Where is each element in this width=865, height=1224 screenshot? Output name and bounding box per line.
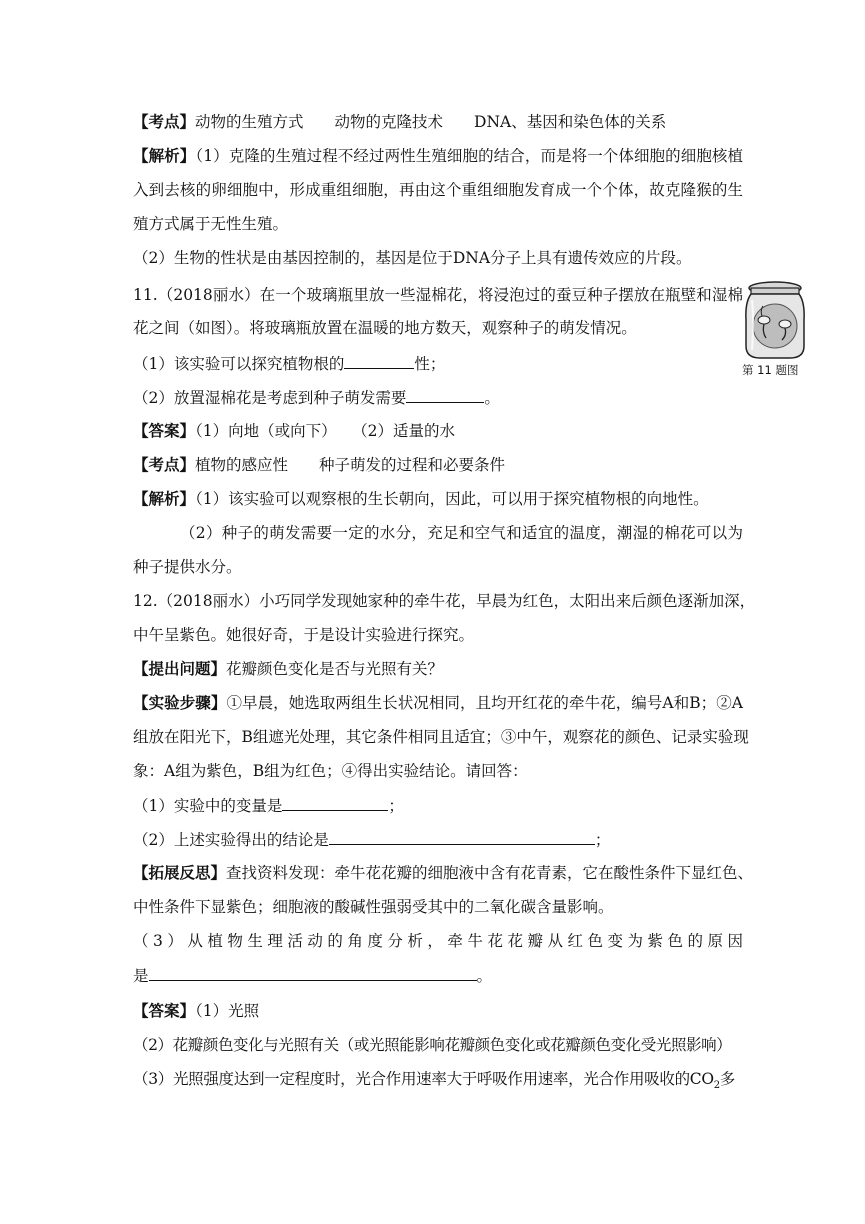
kaodian-tag: 【考点】: [133, 112, 196, 131]
q11-sub-1-suffix: 性；: [414, 355, 446, 373]
figure-caption: 第 11 题图: [742, 363, 799, 377]
q11-stem-line-1: 11.（2018丽水）在一个玻璃瓶里放一些湿棉花，将浸泡过的蚕豆种子摆放在瓶壁和湿棉: [133, 286, 743, 304]
buzhou-text: ①早晨，她选取两组生长状况相同，且均开红花的牵牛花，编号A和B；②A: [226, 694, 743, 712]
q12-sub-3-line-1: （3）从植物生理活动的角度分析，牵牛花花瓣从红色变为紫色的原因: [133, 932, 743, 950]
q12-sub-3-line-2: [133, 965, 743, 986]
q11-kaodian: [133, 455, 743, 475]
buzhou-tag: 【实验步骤】: [133, 693, 227, 712]
q11-sub-2-text: （2）放置湿棉花是考虑到种子萌发需要: [133, 389, 407, 407]
answer-blank[interactable]: [406, 387, 484, 403]
q11-jiexi-2: （2）种子的萌发需要一定的水分，充足和空气和适宜的温度，潮湿的棉花可以为: [180, 524, 743, 542]
jiexi-tag: 【解析】: [133, 489, 196, 508]
kaodian-text: 植物的感应性 种子萌发的过程和必要条件: [195, 456, 506, 474]
kaodian-tag: 【考点】: [133, 455, 196, 474]
q11-sub-2-suffix: 。: [484, 389, 500, 407]
q12-sub-1-text: （1）实验中的变量是: [133, 797, 283, 815]
q11-stem-line-2: 花之间（如图）。将玻璃瓶放置在温暖的地方数天，观察种子的萌发情况。: [133, 319, 637, 337]
jiexi-line-4: （2）生物的性状是由基因控制的，基因是位于DNA分子上具有遗传效应的片段。: [133, 249, 692, 267]
answer-blank[interactable]: [329, 829, 595, 845]
q12-sub-2-text: （2）上述实验得出的结论是: [133, 831, 329, 849]
tiwen-tag: 【提出问题】: [133, 659, 227, 678]
tiwen-text: 花瓣颜色变化是否与光照有关？: [226, 660, 444, 678]
answer-blank[interactable]: [149, 965, 477, 981]
jiexi-line-2: 入到去核的卵细胞中，形成重组细胞，再由这个重组细胞发育成一个个体，故克隆猴的生: [133, 181, 743, 199]
daan-text: （1）向地（或向下） （2）适量的水: [195, 422, 455, 440]
answer-blank[interactable]: [282, 795, 388, 811]
q12-stem-line-1: 12.（2018丽水）小巧同学发现她家种的牵牛花，早晨为红色，太阳出来后颜色逐渐加深，: [133, 592, 756, 610]
q11-sub-2: [133, 387, 743, 408]
q11-sub-1-text: （1）该实验可以探究植物根的: [133, 355, 345, 373]
q12-tuozhan-1: [133, 863, 754, 883]
q12-sub-1: [133, 795, 743, 816]
q12-answer-2: （2）花瓣颜色变化与光照有关（或光照能影响花瓣颜色变化或花瓣颜色变化受光照影响）: [133, 1036, 732, 1054]
daan-text: （1）光照: [195, 1002, 260, 1020]
q11-jiexi-1: [133, 489, 743, 509]
tuozhan-text: 查找资料发现：牵牛花花瓣的细胞液中含有花青素，它在酸性条件下显红色、: [226, 864, 754, 882]
q11-answer: [133, 421, 743, 441]
answer-3-text: （3）光照强度达到一定程度时，光合作用速率大于呼吸作用速率，光合作用吸收的CO: [133, 1070, 714, 1088]
q12-steps-3: 象：A组为紫色，B组为红色；④得出实验结论。请回答：: [133, 762, 528, 780]
q12-sub-2: [133, 829, 743, 850]
jiexi-line-1: [133, 146, 743, 166]
kaodian-line-1: [133, 112, 743, 132]
daan-tag: 【答案】: [133, 1001, 196, 1020]
tuozhan-tag: 【拓展反思】: [133, 863, 227, 882]
q11-jiexi-3: 种子提供水分。: [133, 558, 242, 576]
q12-tuozhan-2: 中性条件下显紫色；细胞液的酸碱性强弱受其中的二氧化碳含量影响。: [133, 898, 614, 916]
q12-sub-3-text: 是: [133, 967, 149, 985]
daan-tag: 【答案】: [133, 421, 196, 440]
jiexi-tag: 【解析】: [133, 146, 196, 165]
jiexi-line-3: 殖方式属于无性生殖。: [133, 215, 289, 233]
q12-answer-3: [133, 1069, 743, 1096]
jar-illustration: [742, 280, 808, 362]
q12-stem-line-2: 中午呈紫色。她很好奇，于是设计实验进行探究。: [133, 626, 475, 644]
q12-steps-2: 组放在阳光下，B组遮光处理，其它条件相同且适宜；③中午，观察花的颜色、记录实验现: [133, 728, 749, 746]
q12-answer-1: [133, 1001, 743, 1021]
kaodian-text: 动物的生殖方式 动物的克隆技术 DNA、基因和染色体的关系: [195, 113, 667, 131]
jiexi-text: （1）克隆的生殖过程不经过两性生殖细胞的结合，而是将一个体细胞的细胞核植: [195, 147, 743, 165]
co2-subscript: 2: [713, 1080, 720, 1092]
jiexi-text: （1）该实验可以观察根的生长朝向，因此，可以用于探究植物根的向地性。: [195, 490, 709, 508]
q12-sub-1-suffix: ；: [388, 797, 404, 815]
answer-blank[interactable]: [344, 353, 414, 369]
answer-3-suffix: 多: [719, 1070, 735, 1088]
q12-sub-3-suffix: 。: [476, 967, 493, 985]
q11-sub-1: [133, 353, 743, 374]
q12-sub-2-suffix: ；: [594, 831, 611, 849]
q12-question: [133, 659, 743, 679]
q12-steps-1: [133, 693, 743, 713]
